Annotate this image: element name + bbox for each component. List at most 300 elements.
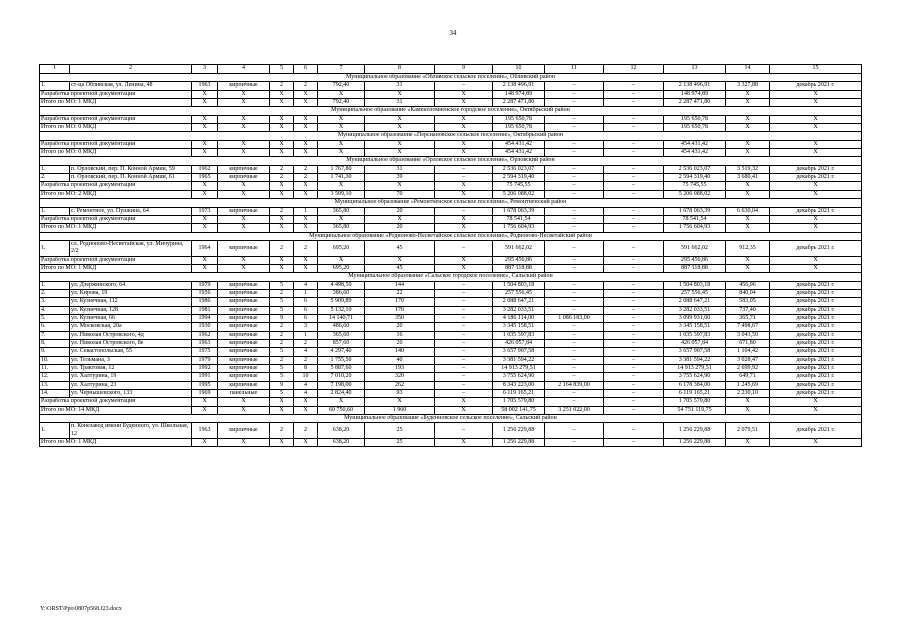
table-cell: 887 118,88 xyxy=(493,264,545,272)
table-cell: 1979 xyxy=(192,356,218,364)
table-cell: Х xyxy=(365,115,435,123)
table-cell: 3 755 624,90 xyxy=(664,373,726,381)
table-cell: – xyxy=(545,348,604,356)
table-cell: 3. xyxy=(40,298,70,306)
table-cell: 2 xyxy=(70,65,192,74)
table-cell: Муниципальное образование «Сальское городское поселение», Сальский район xyxy=(40,273,862,281)
table-cell: Х xyxy=(770,439,862,447)
table-cell: 14 913 279,51 xyxy=(493,365,545,373)
table-cell: Х xyxy=(192,90,218,98)
table-cell: 2 xyxy=(270,323,294,331)
table-cell: кирпичные xyxy=(218,289,270,297)
table-cell: 20 xyxy=(365,340,435,348)
table-cell: 75 745,55 xyxy=(493,182,545,190)
table-cell: п. Орловский, пер. П. Конной Армии, 61 xyxy=(70,174,192,182)
table-cell: 1 767,80 xyxy=(318,165,365,173)
table-cell: 454 431,42 xyxy=(493,140,545,148)
table-cell: Х xyxy=(365,256,435,264)
table-cell: Х xyxy=(365,398,435,406)
table-cell: 193 xyxy=(365,365,435,373)
table-cell: 671,80 xyxy=(726,340,770,348)
table-cell: 1 xyxy=(40,65,70,74)
table-cell: 4 xyxy=(294,390,318,398)
table-cell: 2 xyxy=(270,165,294,173)
table-cell: 1965 xyxy=(192,174,218,182)
table-cell: 15 xyxy=(770,65,862,74)
table-cell: Х xyxy=(726,398,770,406)
table-cell: Х xyxy=(218,190,270,198)
table-cell: 386,60 xyxy=(318,289,365,297)
table-cell: Муниципальное образование «Орловское сельское поселение», Орловский район xyxy=(40,157,862,165)
table-cell: – xyxy=(545,182,604,190)
table-cell: 295 456,86 xyxy=(664,256,726,264)
table-cell: 486,60 xyxy=(318,323,365,331)
table-cell: Х xyxy=(192,406,218,414)
table-cell: 350 xyxy=(365,314,435,322)
table-cell: 1969 xyxy=(192,390,218,398)
table-cell: 2 xyxy=(294,356,318,364)
table-cell: Разработка проектной документации xyxy=(40,215,192,223)
table-cell: Разработка проектной документации xyxy=(40,140,192,148)
table-cell: декабрь 2021 г. xyxy=(770,289,862,297)
table-cell: 1 245,69 xyxy=(726,381,770,389)
table-cell: Х xyxy=(435,90,493,98)
table-cell: – xyxy=(604,240,664,256)
table-cell: 1. xyxy=(40,240,70,256)
table-cell: 2 088 647,21 xyxy=(664,298,726,306)
table-cell: 1963 xyxy=(192,82,218,90)
table-row xyxy=(40,314,862,322)
table-cell: Х xyxy=(270,264,294,272)
table-cell: ул. Тельмана, 3 xyxy=(70,356,192,364)
table-cell: 3 657 907,58 xyxy=(493,348,545,356)
table-cell: 2 079,51 xyxy=(726,423,770,439)
table-cell: 6 119 165,21 xyxy=(664,390,726,398)
table-cell: – xyxy=(545,90,604,98)
table-cell: 4 xyxy=(294,381,318,389)
table-cell: 365,71 xyxy=(726,314,770,322)
table-cell: 1963 xyxy=(192,423,218,439)
table-cell: – xyxy=(604,298,664,306)
table-cell: – xyxy=(545,82,604,90)
table-cell: декабрь 2021 г. xyxy=(770,306,862,314)
table-cell: Х xyxy=(192,439,218,447)
table-cell: Разработка проектной документации xyxy=(40,90,192,98)
table-cell: 170 xyxy=(365,306,435,314)
page-number: 34 xyxy=(449,29,457,37)
table-cell: 695,20 xyxy=(318,240,365,256)
table-cell: п. Орловский, пер. П. Конной Армии, 59 xyxy=(70,165,192,173)
table-cell: Х xyxy=(192,215,218,223)
table-cell: ул. Халтурина, 23 xyxy=(70,381,192,389)
table-cell: 1975 xyxy=(192,348,218,356)
table-cell: ул. Кузнечная, 128 xyxy=(70,306,192,314)
table-cell: – xyxy=(604,306,664,314)
table-cell: Х xyxy=(218,140,270,148)
table-cell: – xyxy=(545,115,604,123)
table-row xyxy=(40,381,862,389)
table-cell: Х xyxy=(318,149,365,157)
table-row xyxy=(40,348,862,356)
subtotal-row xyxy=(40,149,862,157)
subtotal-row xyxy=(40,115,862,123)
table-cell: 6. xyxy=(40,323,70,331)
table-cell: Х xyxy=(770,140,862,148)
table-cell: 2 xyxy=(294,240,318,256)
table-cell: – xyxy=(604,323,664,331)
table-cell: 591 662,02 xyxy=(493,240,545,256)
table-cell: – xyxy=(435,240,493,256)
table-cell: 45 xyxy=(365,240,435,256)
table-cell: – xyxy=(545,124,604,132)
table-cell: 4 xyxy=(218,65,270,74)
table-cell: 320 xyxy=(365,373,435,381)
table-row xyxy=(40,373,862,381)
table-cell: – xyxy=(435,174,493,182)
table-cell: Х xyxy=(770,99,862,107)
table-cell: – xyxy=(545,289,604,297)
table-cell: – xyxy=(545,190,604,198)
table-cell: декабрь 2021 г. xyxy=(770,298,862,306)
table-cell: – xyxy=(435,82,493,90)
table-cell: 1 xyxy=(294,207,318,215)
section-header-row xyxy=(40,199,862,207)
table-cell: Х xyxy=(318,90,365,98)
subtotal-row xyxy=(40,264,862,272)
table-cell: Х xyxy=(294,149,318,157)
table-cell: 262 xyxy=(365,381,435,389)
table-cell: – xyxy=(545,240,604,256)
table-cell: 2. xyxy=(40,289,70,297)
table-cell: декабрь 2021 г. xyxy=(770,331,862,339)
section-header-row xyxy=(40,157,862,165)
table-cell: кирпичные xyxy=(218,207,270,215)
table-cell: 2 536 023,07 xyxy=(493,165,545,173)
table-cell: Х xyxy=(192,398,218,406)
table-cell: 5 xyxy=(270,306,294,314)
table-cell: 5 xyxy=(270,298,294,306)
table-cell: 4. xyxy=(40,306,70,314)
table-cell: 454 431,42 xyxy=(664,149,726,157)
subtotal-row xyxy=(40,99,862,107)
table-cell: Х xyxy=(726,99,770,107)
table-cell: 75 745,55 xyxy=(664,182,726,190)
table-cell: 2 xyxy=(294,340,318,348)
table-cell: декабрь 2021 г. xyxy=(770,356,862,364)
table-row xyxy=(40,365,862,373)
table-cell: Итого по МО: 1 МКД xyxy=(40,224,192,232)
table-cell: 148 974,89 xyxy=(664,90,726,98)
table-cell: Х xyxy=(318,182,365,190)
table-cell: 2 699,92 xyxy=(726,365,770,373)
section-header-row xyxy=(40,232,862,240)
table-cell: Х xyxy=(726,190,770,198)
table-cell: 140 xyxy=(365,348,435,356)
table-cell: панельные xyxy=(218,390,270,398)
table-cell: кирпичные xyxy=(218,323,270,331)
table-cell: – xyxy=(435,348,493,356)
table-cell: – xyxy=(604,207,664,215)
subtotal-row xyxy=(40,224,862,232)
table-cell: 6 xyxy=(294,65,318,74)
table-cell: Х xyxy=(770,115,862,123)
table-cell: ул. Кирова, 19 xyxy=(70,289,192,297)
table-cell: 5 xyxy=(270,65,294,74)
table-cell: ул. Дзержинского, 64 xyxy=(70,281,192,289)
table-cell: Х xyxy=(435,224,493,232)
subtotal-row xyxy=(40,182,862,190)
table-cell: Итого по МО: 14 МКД xyxy=(40,406,192,414)
table-cell: 1979 xyxy=(192,281,218,289)
table-cell: Х xyxy=(270,224,294,232)
table-cell: 456,96 xyxy=(726,281,770,289)
table-row xyxy=(40,207,862,215)
table-cell: 1. xyxy=(40,165,70,173)
table-cell: 14 xyxy=(726,65,770,74)
table-cell: 10. xyxy=(40,356,70,364)
table-cell: Х xyxy=(726,439,770,447)
table-cell: 10 xyxy=(493,65,545,74)
table-cell: Х xyxy=(294,124,318,132)
table-cell: 8 xyxy=(365,65,435,74)
table-cell: 9 xyxy=(270,381,294,389)
table-cell: 1 756 604,93 xyxy=(493,224,545,232)
table-cell: 295 456,86 xyxy=(493,256,545,264)
table-cell: Х xyxy=(294,406,318,414)
table-cell: кирпичные xyxy=(218,381,270,389)
table-cell: 638,20 xyxy=(318,423,365,439)
table-cell: Х xyxy=(192,99,218,107)
table-cell: 7 xyxy=(318,65,365,74)
table-cell: 792,40 xyxy=(318,99,365,107)
table-cell: 6 xyxy=(294,298,318,306)
table-cell: 2 xyxy=(294,423,318,439)
table-cell: 3 282 033,51 xyxy=(493,306,545,314)
table-cell: Х xyxy=(770,406,862,414)
table-cell: Х xyxy=(726,90,770,98)
table-cell: Разработка проектной документации xyxy=(40,115,192,123)
table-cell: Х xyxy=(435,182,493,190)
table-cell: декабрь 2021 г. xyxy=(770,82,862,90)
table-cell: Х xyxy=(365,140,435,148)
table-cell: 2 138 496,91 xyxy=(493,82,545,90)
table-cell: 25 xyxy=(365,423,435,439)
table-cell: Х xyxy=(726,224,770,232)
table-cell: – xyxy=(604,224,664,232)
table-cell: ул. Московская, 20а xyxy=(70,323,192,331)
table-cell: декабрь 2021 г. xyxy=(770,365,862,373)
table-cell: 8 343 223,00 xyxy=(493,381,545,389)
table-cell: 4 297,40 xyxy=(318,348,365,356)
table-cell: Х xyxy=(726,406,770,414)
table-row xyxy=(40,281,862,289)
table-cell: Х xyxy=(294,115,318,123)
table-cell: 2 xyxy=(270,207,294,215)
table-cell: Х xyxy=(435,190,493,198)
file-path-footer: Y:\ORST\Ppo\0807p568.f23.docx xyxy=(40,606,122,612)
table-cell: – xyxy=(545,398,604,406)
table-cell: – xyxy=(604,82,664,90)
table-cell: 257 556,45 xyxy=(664,289,726,297)
table-cell: 13 xyxy=(664,65,726,74)
table-cell: Х xyxy=(435,215,493,223)
table-cell: – xyxy=(545,99,604,107)
table-cell: 31 xyxy=(365,82,435,90)
table-cell: – xyxy=(435,390,493,398)
table-cell: 6 119 165,21 xyxy=(493,390,545,398)
table-cell: 6 xyxy=(294,306,318,314)
table-cell: 3 099 931,00 xyxy=(664,314,726,322)
table-cell: Х xyxy=(435,398,493,406)
table-cell: 1 035 397,83 xyxy=(664,331,726,339)
table-cell: – xyxy=(435,373,493,381)
table-cell: 2 xyxy=(270,289,294,297)
table-cell: ул. Николая Островского, 4д xyxy=(70,331,192,339)
table-cell: Х xyxy=(192,182,218,190)
table-cell: – xyxy=(435,281,493,289)
table-cell: 649,71 xyxy=(726,373,770,381)
table-cell: Х xyxy=(270,90,294,98)
table-cell: Х xyxy=(270,182,294,190)
table-cell: 887 118,88 xyxy=(664,264,726,272)
table-cell: 3 251 022,00 xyxy=(545,406,604,414)
table-cell: ст-ца Обливская, ул. Ленина, 48 xyxy=(70,82,192,90)
table-cell: 426 057,84 xyxy=(493,340,545,348)
table-cell: 1962 xyxy=(192,165,218,173)
table-cell: Х xyxy=(192,124,218,132)
table-cell: – xyxy=(604,439,664,447)
table-cell: 14 140,71 xyxy=(318,314,365,322)
table-cell: 2 824,40 xyxy=(318,390,365,398)
table-cell: 2. xyxy=(40,174,70,182)
table-cell: 195 650,78 xyxy=(664,115,726,123)
table-cell: 1 960 xyxy=(365,406,435,414)
table-cell: 1 678 063,39 xyxy=(664,207,726,215)
table-cell: Х xyxy=(435,99,493,107)
table-cell: – xyxy=(435,165,493,173)
table-cell: 93 xyxy=(365,390,435,398)
table-cell: 1981 xyxy=(192,306,218,314)
table-cell: 3 xyxy=(192,65,218,74)
table-cell: 1 705 579,80 xyxy=(493,398,545,406)
section-header-row xyxy=(40,273,862,281)
table-cell: 1 104,42 xyxy=(726,348,770,356)
table-cell: Х xyxy=(270,256,294,264)
table-cell: 5 xyxy=(270,281,294,289)
table-cell: – xyxy=(545,365,604,373)
table-cell: 7. xyxy=(40,331,70,339)
table-cell: 2 xyxy=(270,356,294,364)
table-cell: 1 256 229,88 xyxy=(664,423,726,439)
table-cell: п. Конезавод имени Буденного, ул. Школьная, 12 xyxy=(70,423,192,439)
table-cell: 1930 xyxy=(192,323,218,331)
table-cell: Х xyxy=(192,140,218,148)
section-header-row xyxy=(40,107,862,115)
table-cell: Х xyxy=(435,140,493,148)
table-cell: 13. xyxy=(40,381,70,389)
table-cell: 1986 xyxy=(192,298,218,306)
table-row xyxy=(40,390,862,398)
table-cell: Х xyxy=(770,190,862,198)
table-cell: – xyxy=(604,423,664,439)
table-cell: Х xyxy=(726,115,770,123)
table-cell: 1994 xyxy=(192,314,218,322)
table-cell: декабрь 2021 г. xyxy=(770,323,862,331)
table-cell: Х xyxy=(365,149,435,157)
table-cell: 257 556,45 xyxy=(493,289,545,297)
table-cell: 454 431,42 xyxy=(493,149,545,157)
table-cell: – xyxy=(435,314,493,322)
table-cell: 1 756 604,93 xyxy=(664,224,726,232)
subtotal-row xyxy=(40,398,862,406)
table-cell: – xyxy=(435,356,493,364)
table-cell: Х xyxy=(365,215,435,223)
table-cell: 2 138 496,91 xyxy=(664,82,726,90)
table-cell: Х xyxy=(435,256,493,264)
table-cell: 20 xyxy=(365,224,435,232)
subtotal-row xyxy=(40,190,862,198)
table-cell: – xyxy=(604,256,664,264)
table-row xyxy=(40,340,862,348)
table-cell: – xyxy=(435,331,493,339)
table-cell: – xyxy=(604,140,664,148)
table-cell: Х xyxy=(270,406,294,414)
table-cell: 2 xyxy=(270,82,294,90)
table-cell: 54 751 119,75 xyxy=(664,406,726,414)
table-cell: 1 504 803,18 xyxy=(664,281,726,289)
table-cell: 4 xyxy=(294,281,318,289)
table-cell: 1 755,50 xyxy=(318,356,365,364)
table-cell: 5 206 088,02 xyxy=(493,190,545,198)
table-cell: – xyxy=(435,381,493,389)
table-cell: 2 xyxy=(294,82,318,90)
table-cell: Х xyxy=(770,224,862,232)
table-cell: кирпичные xyxy=(218,365,270,373)
subtotal-row xyxy=(40,140,862,148)
table-cell: Х xyxy=(218,406,270,414)
table-cell: Муниципальное образование «Родионово-Несветайское сельское поселение», Родионово-Несветайский район xyxy=(40,232,862,240)
table-cell: 39 xyxy=(365,174,435,182)
table-cell: 1962 xyxy=(192,331,218,339)
table-cell: 365,80 xyxy=(318,207,365,215)
table-cell: Х xyxy=(270,149,294,157)
subtotal-row xyxy=(40,124,862,132)
table-cell: – xyxy=(545,215,604,223)
table-cell: 148 974,89 xyxy=(493,90,545,98)
table-cell: декабрь 2021 г. xyxy=(770,314,862,322)
table-cell: – xyxy=(545,298,604,306)
table-cell: – xyxy=(435,365,493,373)
table-cell: – xyxy=(545,373,604,381)
table-cell: 3 282 033,51 xyxy=(664,306,726,314)
table-cell: 4 498,50 xyxy=(318,281,365,289)
table-cell: 14 913 279,51 xyxy=(664,365,726,373)
table-cell: 11. xyxy=(40,365,70,373)
subtotal-row xyxy=(40,406,862,414)
table-cell: ул. Халтурина, 19 xyxy=(70,373,192,381)
table-cell: Х xyxy=(318,124,365,132)
table-cell: 195 650,78 xyxy=(493,115,545,123)
table-cell: – xyxy=(545,323,604,331)
table-cell: Итого по МО: 1 МКД xyxy=(40,264,192,272)
table-cell: кирпичные xyxy=(218,174,270,182)
table-cell: – xyxy=(604,182,664,190)
table-cell: Х xyxy=(294,190,318,198)
table-cell: Х xyxy=(726,215,770,223)
table-cell: кирпичные xyxy=(218,356,270,364)
table-cell: 195 650,78 xyxy=(493,124,545,132)
table-cell: ул. Трактовая, 12 xyxy=(70,365,192,373)
